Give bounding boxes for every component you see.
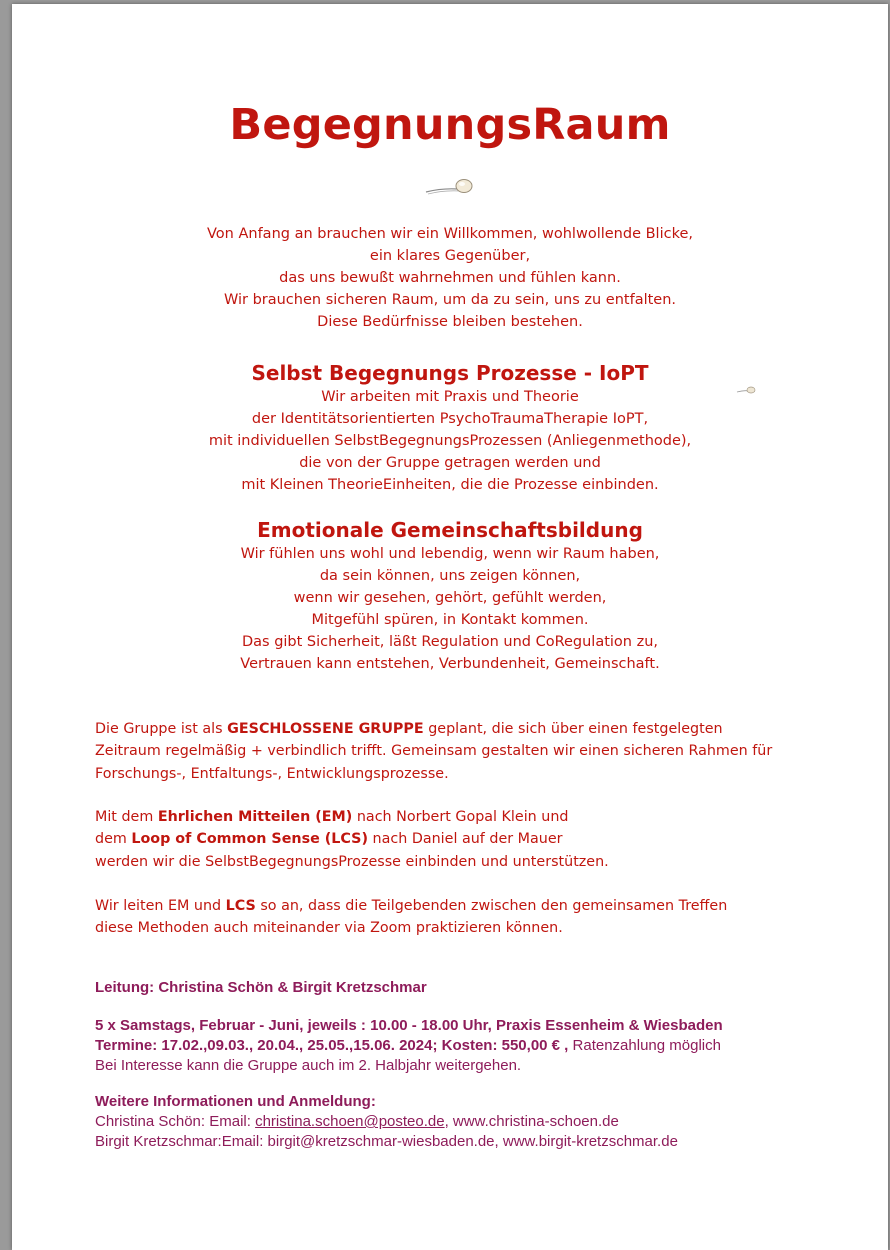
methods-paragraph bbox=[95, 806, 855, 873]
text-run: nach Daniel auf der Mauer bbox=[368, 831, 563, 848]
text-run: Mit dem bbox=[95, 809, 158, 825]
paragraph-line: werden wir die SelbstBegegnungsProzesse einbinden und unterstützen. bbox=[95, 853, 609, 870]
contact-block bbox=[95, 1092, 855, 1152]
intro-line: Von Anfang an brauchen wir ein Willkommen, wohlwollende Blicke, bbox=[207, 226, 693, 242]
page-title: BegegnungsRaum bbox=[229, 100, 671, 150]
leitung-text: Leitung: Christina Schön & Birgit Kretzschmar bbox=[95, 979, 427, 996]
intro-line: ein klares Gegenüber, bbox=[369, 248, 531, 264]
intro-line: das uns bewußt wahrnehmen und fühlen kann. bbox=[279, 270, 621, 286]
intro-block bbox=[12, 223, 888, 333]
continuation-note: Bei Interesse kann die Gruppe auch im 2. Halbjahr weitergehen. bbox=[95, 1057, 522, 1074]
schedule-dates: 5 x Samstags, Februar - Juni, jeweils : 10.00 - 18.00 Uhr, Praxis Essenheim & Wiesbaden bbox=[95, 1017, 723, 1034]
section-line: Wir fühlen uns wohl und lebendig, wenn wir Raum haben, bbox=[240, 546, 660, 562]
contact-heading: Weitere Informationen und Anmeldung: bbox=[95, 1093, 376, 1110]
pebble-decoration-icon bbox=[424, 176, 474, 198]
text-run: nach Norbert Gopal Klein und bbox=[352, 809, 569, 825]
paragraph-line: diese Methoden auch miteinander via Zoom praktizieren können. bbox=[95, 920, 563, 937]
text-run: Wir leiten EM und bbox=[95, 898, 226, 914]
website-text: , www.christina-schoen.de bbox=[444, 1113, 619, 1130]
section-iopt bbox=[12, 360, 888, 496]
intro-line: Diese Bedürfnisse bleiben bestehen. bbox=[317, 314, 583, 330]
section-heading: Emotionale Gemeinschaftsbildung bbox=[257, 518, 643, 542]
section-line: Vertrauen kann entstehen, Verbundenheit, Gemeinschaft. bbox=[240, 656, 660, 672]
lcs-term: LCS bbox=[225, 898, 256, 914]
document-page bbox=[12, 4, 888, 1250]
section-line: mit Kleinen TheorieEinheiten, die die Prozesse einbinden. bbox=[241, 477, 659, 493]
section-line: Das gibt Sicherheit, läßt Regulation und CoRegulation zu, bbox=[241, 634, 659, 650]
section-line: der Identitätsorientierten PsychoTraumaTherapie IoPT, bbox=[251, 411, 649, 427]
text-run: Die Gruppe ist als bbox=[95, 721, 228, 737]
section-line: Mitgefühl spüren, in Kontakt kommen. bbox=[311, 612, 589, 628]
intro-line: Wir brauchen sicheren Raum, um da zu sein, uns zu entfalten. bbox=[223, 292, 677, 308]
em-method-term: Ehrlichen Mitteilen (EM) bbox=[157, 809, 353, 825]
practice-paragraph bbox=[95, 895, 855, 940]
section-line: Wir arbeiten mit Praxis und Theorie bbox=[321, 389, 579, 405]
section-gemeinschaft bbox=[12, 517, 888, 675]
schedule-block bbox=[95, 1016, 855, 1076]
section-line: wenn wir gesehen, gehört, gefühlt werden, bbox=[293, 590, 607, 606]
section-line: mit individuellen SelbstBegegnungsProzessen (Anliegenmethode), bbox=[208, 433, 692, 449]
email-link-christina[interactable]: christina.schoen@posteo.de bbox=[255, 1113, 445, 1130]
section-line: die von der Gruppe getragen werden und bbox=[299, 455, 601, 471]
closed-group-term: GESCHLOSSENE GRUPPE bbox=[227, 721, 424, 737]
leitung-line bbox=[95, 978, 855, 998]
text-run: dem bbox=[95, 831, 132, 848]
text-run: so an, dass die Teilgebenden zwischen den gemeinsamen Treffen bbox=[255, 898, 728, 914]
schedule-terms: Termine: 17.02.,09.03., 20.04., 25.05.,15.06. 2024; Kosten: 550,00 € , bbox=[95, 1037, 569, 1054]
lcs-method-term: Loop of Common Sense (LCS) bbox=[131, 831, 369, 848]
paragraph-line: Forschungs-, Entfaltungs-, Entwicklungsprozesse. bbox=[95, 765, 449, 782]
paragraph-line: Zeitraum regelmäßig + verbindlich trifft. Gemeinsam gestalten wir einen sicheren Rahmen für bbox=[95, 743, 773, 760]
installment-note: Ratenzahlung möglich bbox=[568, 1037, 721, 1054]
contact-label: Christina Schön: Email: bbox=[95, 1113, 256, 1130]
section-heading: Selbst Begegnungs Prozesse - IoPT bbox=[251, 361, 649, 385]
text-run: geplant, die sich über einen festgelegten bbox=[423, 721, 723, 737]
group-paragraph bbox=[95, 718, 855, 785]
contact-birgit: Birgit Kretzschmar:Email: birgit@kretzschmar-wiesbaden.de, www.birgit-kretzschmar.de bbox=[95, 1133, 678, 1150]
section-line: da sein können, uns zeigen können, bbox=[319, 568, 581, 584]
